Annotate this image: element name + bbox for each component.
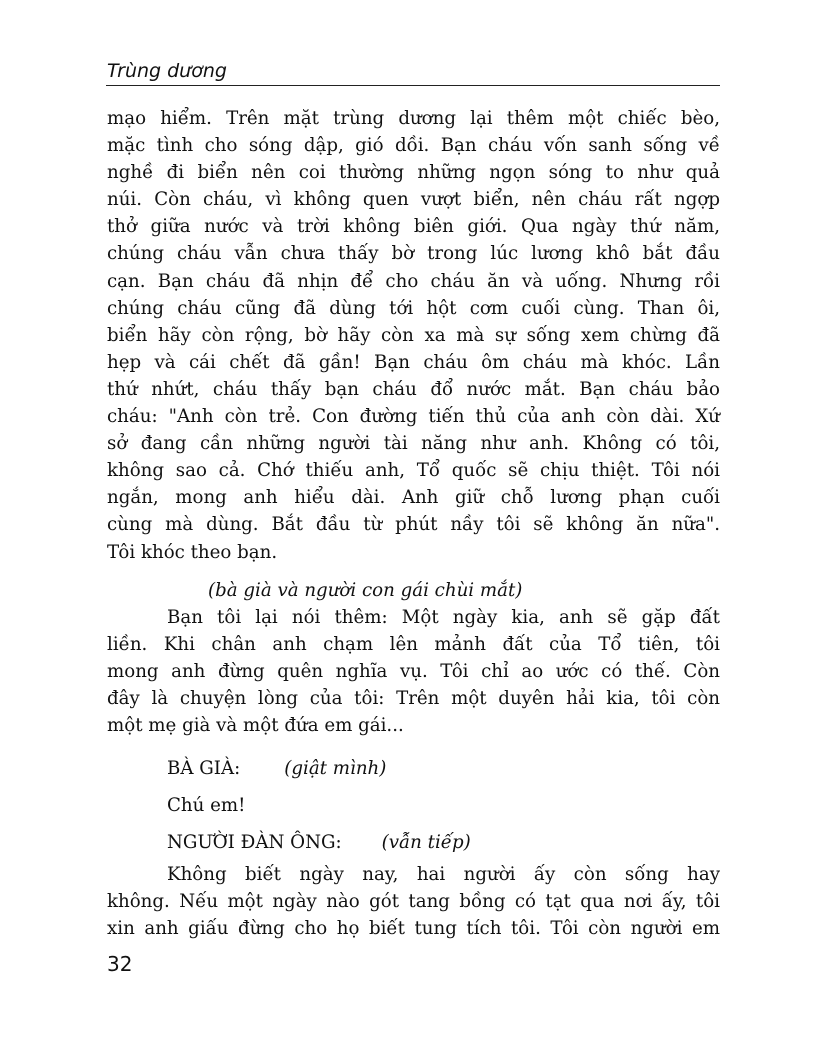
- text-line: Không biết ngày nay, hai người ấy còn sống hay: [167, 864, 720, 886]
- text-line: thở giữa nước và trời không biên giới. Qua ngày thứ năm,: [107, 216, 720, 238]
- speaker-name: BÀ GIÀ:: [167, 758, 241, 780]
- speaker-direction: (vẫn tiếp): [381, 832, 471, 854]
- text-line: không. Nếu một ngày nào gót tang bồng có tạt qua nơi ấy, tôi: [107, 891, 720, 913]
- text-line: mặc tình cho sóng dập, gió dồi. Bạn cháu vốn sanh sống về: [107, 135, 720, 157]
- header-rule: [106, 85, 720, 86]
- page-number: 32: [107, 952, 133, 976]
- page-body: [107, 105, 720, 942]
- dialogue-line: Chú em!: [167, 795, 246, 817]
- text-line: sở đang cần những người tài năng như anh. Không có tôi,: [107, 433, 720, 455]
- text-line: ngắn, mong anh hiểu dài. Anh giữ chỗ lương phạn cuối: [107, 487, 720, 509]
- text-line: chúng cháu vẫn chưa thấy bờ trong lúc lương khô bắt đầu: [107, 243, 720, 265]
- text-line: Tôi khóc theo bạn.: [107, 541, 278, 563]
- text-line: cháu: "Anh còn trẻ. Con đường tiến thủ của anh còn dài. Xứ: [107, 406, 720, 428]
- speaker-direction: (giật mình): [284, 758, 387, 780]
- paragraph-2: [107, 604, 720, 739]
- text-line: nghề đi biển nên coi thường những ngọn sóng to như quả: [107, 162, 720, 184]
- text-line: không sao cả. Chớ thiếu anh, Tổ quốc sẽ chịu thiệt. Tôi nói: [107, 460, 720, 482]
- text-line: Bạn tôi lại nói thêm: Một ngày kia, anh sẽ gặp đất: [167, 606, 720, 628]
- running-header: Trùng dương: [107, 60, 227, 82]
- text-line: xin anh giấu đừng cho họ biết tung tích tôi. Tôi còn người em: [107, 918, 720, 940]
- text-line: hẹp và cái chết đã gần! Bạn cháu ôm cháu mà khóc. Lần: [107, 351, 720, 373]
- text-line: một mẹ già và một đứa em gái...: [107, 714, 404, 736]
- dialogue-speaker-ba-gia: [107, 750, 720, 787]
- text-line: liền. Khi chân anh chạm lên mảnh đất của Tổ tiên, tôi: [107, 633, 720, 655]
- paragraph-1: [107, 105, 720, 566]
- text-line: chúng cháu cũng đã dùng tới hột cơm cuối cùng. Than ôi,: [107, 297, 720, 319]
- text-line: cạn. Bạn cháu đã nhịn để cho cháu ăn và uống. Nhưng rồi: [107, 270, 720, 292]
- text-line: biển hãy còn rộng, bờ hãy còn xa mà sự sống xem chừng đã: [107, 324, 720, 346]
- text-line: cùng mà dùng. Bắt đầu từ phút nầy tôi sẽ không ăn nữa".: [107, 514, 720, 536]
- text-line: đây là chuyện lòng của tôi: Trên một duyên hải kia, tôi còn: [107, 687, 720, 709]
- text-line: núi. Còn cháu, vì không quen vượt biển, nên cháu rất ngợp: [107, 189, 720, 211]
- stage-direction: (bà già và người con gái chùi mắt): [208, 579, 523, 601]
- text-line: mong anh đừng quên nghĩa vụ. Tôi chỉ ao ước có thế. Còn: [107, 660, 720, 682]
- speaker-name: NGƯỜI ĐÀN ÔNG:: [167, 832, 342, 854]
- dialogue-speaker-nguoi-dan-ong: [107, 824, 720, 861]
- text-line: mạo hiểm. Trên mặt trùng dương lại thêm một chiếc bèo,: [107, 108, 720, 129]
- paragraph-3: [107, 861, 720, 942]
- text-line: thứ nhứt, cháu thấy bạn cháu đổ nước mắt. Bạn cháu bảo: [107, 378, 720, 400]
